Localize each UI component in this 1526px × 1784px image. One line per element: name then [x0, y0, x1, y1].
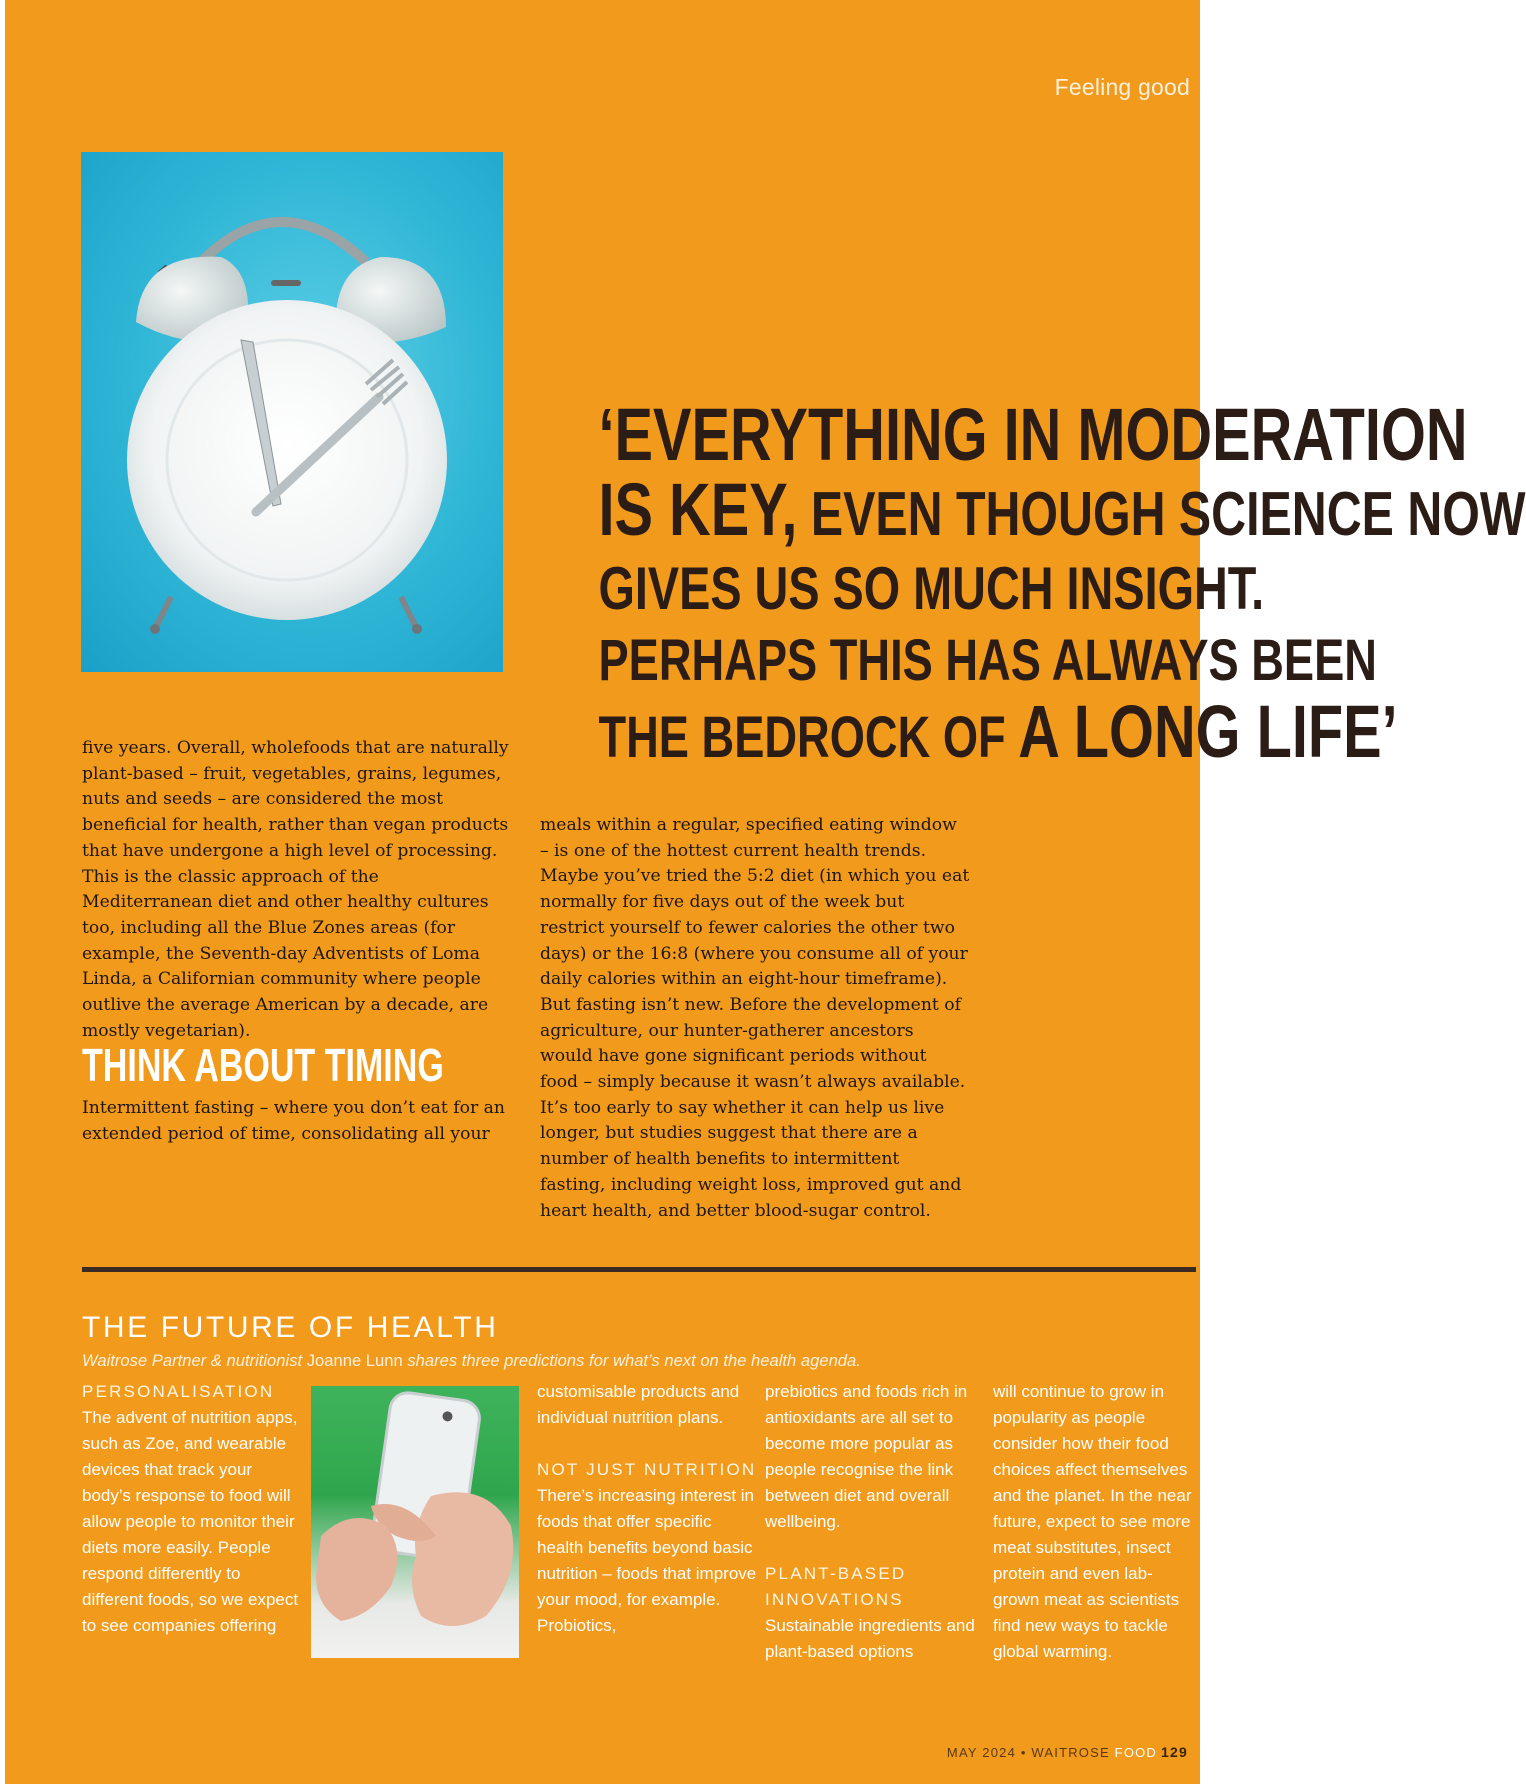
- intro-text: Waitrose Partner & nutritionist: [82, 1351, 307, 1370]
- alarm-clock-plate-photo: [81, 152, 503, 672]
- hands-holding-smartphone-icon: [311, 1386, 519, 1658]
- pull-quote-line: PERHAPS THIS HAS ALWAYS BEEN: [598, 628, 1377, 693]
- body-paragraph: five years. Overall, wholefoods that are naturally plant-based – fruit, vegetables, grains, legumes, nuts and seeds – are considered the most beneficial for health, rather than vegan products that have undergone a high level of processing. This is the classic approach of the Mediterranean diet and other healthy cultures too, including all the Blue Zones areas (for example, the Seventh-day Adventists of Loma Linda, a Californian community where people outlive the average American by a decade, are mostly vegetarian).: [82, 738, 509, 1041]
- pull-quote-line: ‘EVERYTHING IN MODERATION: [598, 393, 1468, 476]
- magazine-brand: WAITROSE: [1031, 1745, 1115, 1760]
- plant-based-text: Sustainable ingredients and plant-based options: [765, 1616, 975, 1661]
- body-column-middle: [540, 813, 970, 1224]
- section-tag: Feeling good: [1054, 74, 1190, 100]
- subheading-timing: THINK ABOUT TIMING: [82, 1039, 444, 1091]
- page-footer: [947, 1744, 1188, 1760]
- page-number: 129: [1161, 1744, 1188, 1760]
- pull-quote-text: THE BEDROCK OF: [598, 705, 1019, 770]
- future-column-4: [765, 1379, 983, 1665]
- future-column-1: [82, 1379, 302, 1639]
- body-paragraph: Intermittent fasting – where you don’t eat for an extended period of time, consolidating all your: [82, 1098, 505, 1144]
- nutrition-text-continued: prebiotics and foods rich in antioxidants are all set to become more popular as people recognise the link between diet and overall wellbeing.: [765, 1382, 968, 1531]
- future-intro: [82, 1351, 1192, 1371]
- section-divider: [82, 1267, 1196, 1272]
- nutrition-heading: NOT JUST NUTRITION: [537, 1460, 757, 1479]
- body-column-left: [82, 736, 512, 1044]
- pull-quote-line: [598, 690, 1398, 773]
- alarm-clock-plate-icon: [81, 152, 503, 672]
- personalisation-text: The advent of nutrition apps, such as Zoe, and wearable devices that track your body’s response to food will allow people to monitor their diets more easily. People respond differently to different foods, so we expect to see companies offering: [82, 1408, 299, 1635]
- magazine-brand-food: FOOD: [1114, 1745, 1158, 1760]
- pull-quote-line: [598, 468, 1526, 553]
- plant-based-text-continued: will continue to grow in popularity as people consider how their food choices affect themselves and the planet. In the near future, expect to see more meat substitutes, insect protein and even lab-grown meat as scientists find new ways to tackle global warming.: [993, 1382, 1192, 1661]
- plant-based-heading: PLANT-BASED INNOVATIONS: [765, 1564, 907, 1609]
- magazine-page: [5, 0, 1526, 1784]
- intro-author: Joanne Lunn: [306, 1351, 403, 1370]
- pull-quote-text: EVEN THOUGH SCIENCE NOW: [797, 480, 1526, 549]
- smartphone-photo: [311, 1386, 519, 1658]
- body-column-left-lower: [82, 1096, 512, 1147]
- issue-date: MAY 2024: [946, 1745, 1017, 1760]
- future-column-5: [993, 1379, 1198, 1665]
- pull-quote-line: GIVES US SO MUCH INSIGHT.: [598, 555, 1265, 622]
- pull-quote-emphasis: A LONG LIFE’: [1018, 690, 1398, 773]
- intro-text: shares three predictions for what’s next on the health agenda.: [402, 1351, 861, 1370]
- future-column-3: [537, 1379, 757, 1639]
- personalisation-text-continued: customisable products and individual nutrition plans.: [537, 1382, 740, 1427]
- footer-separator: •: [1016, 1745, 1032, 1760]
- personalisation-heading: PERSONALISATION: [82, 1382, 275, 1401]
- nutrition-text: There’s increasing interest in foods that offer specific health benefits beyond basic nutrition – foods that improve your mood, for example. Probiotics,: [537, 1486, 757, 1635]
- pull-quote: [598, 393, 1526, 773]
- body-paragraph: meals within a regular, specified eating window – is one of the hottest current health trends. Maybe you’ve tried the 5:2 diet (in which you eat normally for five days out of the week but restrict yourself to fewer calories the other two days) or the 16:8 (where you consume all of your daily calories within an eight-hour timeframe). But fasting isn’t new. Before the development of agriculture, our hunter-gatherer ancestors would have gone significant periods without food – simply because it wasn’t always available. It’s too early to say whether it can help us live longer, but studies suggest that there are a number of health benefits to intermittent fasting, including weight loss, improved gut and heart health, and better blood-sugar control.: [540, 815, 970, 1221]
- pull-quote-emphasis: IS KEY,: [598, 468, 798, 551]
- future-of-health-title: THE FUTURE OF HEALTH: [82, 1311, 499, 1344]
